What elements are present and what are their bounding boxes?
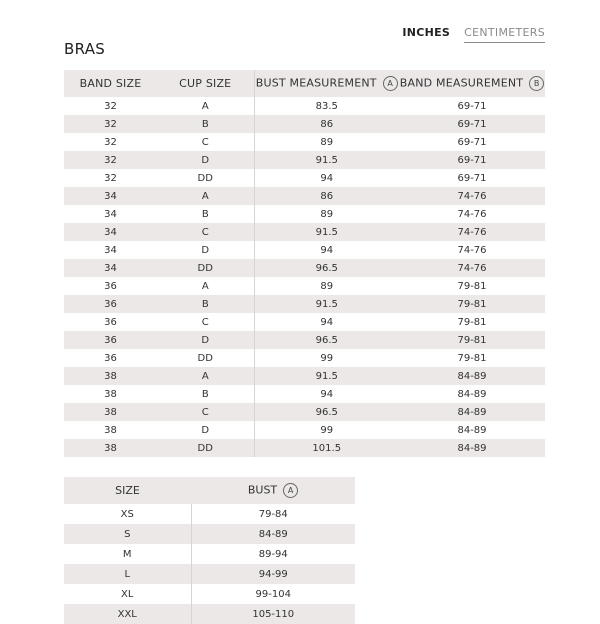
bust-cell: 79-84 [191, 504, 355, 524]
band-measurement-cell: 69-71 [457, 172, 487, 184]
cup-size-cell: D [157, 151, 254, 169]
header-bust-measurement [254, 70, 399, 97]
table-row [64, 564, 355, 584]
general-size-table [64, 477, 355, 624]
cup-size-cell: A [201, 280, 209, 292]
table-row [64, 385, 545, 403]
table-row [64, 205, 545, 223]
cup-size-cell: A [157, 367, 254, 385]
band-size-cell: 32 [104, 136, 117, 148]
bust-measurement-cell: 86 [254, 187, 399, 205]
band-size-cell: 38 [64, 367, 157, 385]
bust-measurement-cell: 89 [254, 277, 399, 295]
cup-size-cell: C [157, 403, 254, 421]
size-cell: XL [121, 588, 134, 600]
bust-measurement-cell: 94 [254, 241, 399, 259]
bust-cell: 89-94 [191, 544, 355, 564]
band-measurement-cell: 74-76 [399, 223, 545, 241]
bras-section-title: BRAS [64, 40, 106, 58]
bust-measurement-cell: 83.5 [254, 97, 399, 115]
cup-size-cell: DD [157, 439, 254, 457]
band-measurement-cell: 79-81 [399, 295, 545, 313]
tab-centimeters[interactable]: CENTIMETERS [464, 26, 545, 43]
size-cell: M [122, 548, 132, 560]
band-measurement-cell: 69-71 [399, 151, 545, 169]
band-size-cell: 32 [64, 115, 157, 133]
bust-measurement-cell: 94 [254, 169, 399, 187]
table-row [64, 97, 545, 115]
table-row [64, 115, 545, 133]
table-row [64, 169, 545, 187]
table-row [64, 223, 545, 241]
size-cell: XS [120, 508, 134, 520]
unit-toggle [402, 26, 545, 43]
cup-size-cell: C [201, 136, 209, 148]
band-measurement-cell: 69-71 [457, 100, 487, 112]
table-row [64, 187, 545, 205]
header-size: SIZE [64, 477, 191, 504]
band-measurement-cell: 79-81 [457, 352, 487, 364]
band-size-cell: 32 [104, 100, 117, 112]
band-measurement-cell: 74-76 [457, 208, 487, 220]
bust-cell: 105-110 [191, 604, 355, 624]
bust-measurement-cell: 96.5 [254, 403, 399, 421]
table-row [64, 277, 545, 295]
table-row [64, 133, 545, 151]
table-row [64, 331, 545, 349]
band-measurement-cell: 84-89 [457, 424, 487, 436]
table-row [64, 544, 355, 564]
bust-measurement-cell: 86 [254, 115, 399, 133]
table-row [64, 151, 545, 169]
cup-size-cell: B [157, 115, 254, 133]
band-size-cell: 34 [104, 244, 117, 256]
header-cup-size: CUP SIZE [157, 70, 254, 97]
band-measurement-cell: 74-76 [399, 259, 545, 277]
cup-size-cell: D [201, 244, 210, 256]
band-size-cell: 34 [64, 187, 157, 205]
band-measurement-cell: 69-71 [457, 136, 487, 148]
band-size-cell: 32 [64, 151, 157, 169]
band-size-cell: 34 [64, 259, 157, 277]
bust-cell: 84-89 [191, 524, 355, 544]
size-cell: L [64, 564, 191, 584]
band-size-cell: 36 [64, 331, 157, 349]
band-measurement-cell: 79-81 [399, 331, 545, 349]
band-size-cell: 38 [104, 424, 117, 436]
band-size-cell: 32 [104, 172, 117, 184]
band-measurement-cell: 84-89 [457, 388, 487, 400]
cup-size-cell: DD [197, 172, 213, 184]
cup-size-cell: A [201, 100, 209, 112]
cup-size-cell: D [157, 331, 254, 349]
bust-measurement-cell: 99 [254, 349, 399, 367]
band-size-cell: 36 [104, 352, 117, 364]
bust-measurement-cell: 94 [254, 385, 399, 403]
bust-measurement-cell: 101.5 [254, 439, 399, 457]
table-row [64, 421, 545, 439]
band-size-cell: 36 [104, 280, 117, 292]
band-size-cell: 36 [104, 316, 117, 328]
table-row [64, 367, 545, 385]
bust-cell: 94-99 [191, 564, 355, 584]
band-measurement-cell: 84-89 [399, 367, 545, 385]
size-cell: S [64, 524, 191, 544]
band-info-icon[interactable]: B [529, 76, 544, 91]
bust-info-icon[interactable]: A [383, 76, 398, 91]
header-band-size: BAND SIZE [64, 70, 157, 97]
band-measurement-cell: 84-89 [399, 403, 545, 421]
table-row [64, 313, 545, 331]
table-row [64, 524, 355, 544]
bust-measurement-cell: 91.5 [254, 223, 399, 241]
bust-measurement-cell: 89 [254, 205, 399, 223]
table-row [64, 584, 355, 604]
bust-measurement-cell: 96.5 [254, 331, 399, 349]
table-row [64, 259, 545, 277]
band-size-cell: 38 [64, 439, 157, 457]
band-size-cell: 38 [64, 403, 157, 421]
header-bust-measurement-label: BUST MEASUREMENT [255, 76, 377, 90]
cup-size-cell: B [157, 295, 254, 313]
bust-cell: 99-104 [191, 584, 355, 604]
band-measurement-cell: 74-76 [399, 187, 545, 205]
table-row [64, 504, 355, 524]
bust-measurement-cell: 91.5 [254, 295, 399, 313]
band-measurement-cell: 69-71 [399, 115, 545, 133]
table-row [64, 295, 545, 313]
band-size-cell: 34 [64, 223, 157, 241]
band-measurement-cell: 79-81 [457, 316, 487, 328]
band-measurement-cell: 84-89 [399, 439, 545, 457]
table-row [64, 241, 545, 259]
cup-size-cell: DD [197, 352, 213, 364]
table-row [64, 349, 545, 367]
cup-size-cell: D [201, 424, 210, 436]
bust-measurement-cell: 99 [254, 421, 399, 439]
cup-size-cell: C [157, 223, 254, 241]
cup-size-cell: A [157, 187, 254, 205]
header-band-measurement [399, 70, 545, 97]
cup-size-cell: DD [157, 259, 254, 277]
tab-inches[interactable]: INCHES [402, 26, 451, 39]
general-header-row [64, 477, 355, 504]
cup-size-cell: B [201, 388, 209, 400]
bras-header-row [64, 70, 545, 97]
band-size-cell: 38 [104, 388, 117, 400]
header-bust-label: BUST [247, 483, 278, 497]
bust-measurement-cell: 96.5 [254, 259, 399, 277]
band-size-cell: 34 [104, 208, 117, 220]
band-measurement-cell: 74-76 [457, 244, 487, 256]
table-row [64, 439, 545, 457]
cup-size-cell: C [201, 316, 209, 328]
bust-measurement-cell: 91.5 [254, 151, 399, 169]
bust-measurement-cell: 94 [254, 313, 399, 331]
header-bust [191, 477, 355, 504]
header-band-measurement-label: BAND MEASUREMENT [399, 76, 524, 90]
bust-measurement-cell: 91.5 [254, 367, 399, 385]
size-cell: XXL [64, 604, 191, 624]
band-size-cell: 36 [64, 295, 157, 313]
bras-size-table [64, 70, 545, 457]
general-bust-info-icon[interactable]: A [283, 483, 298, 498]
bust-measurement-cell: 89 [254, 133, 399, 151]
cup-size-cell: B [201, 208, 209, 220]
band-measurement-cell: 79-81 [457, 280, 487, 292]
table-row [64, 403, 545, 421]
table-row [64, 604, 355, 624]
